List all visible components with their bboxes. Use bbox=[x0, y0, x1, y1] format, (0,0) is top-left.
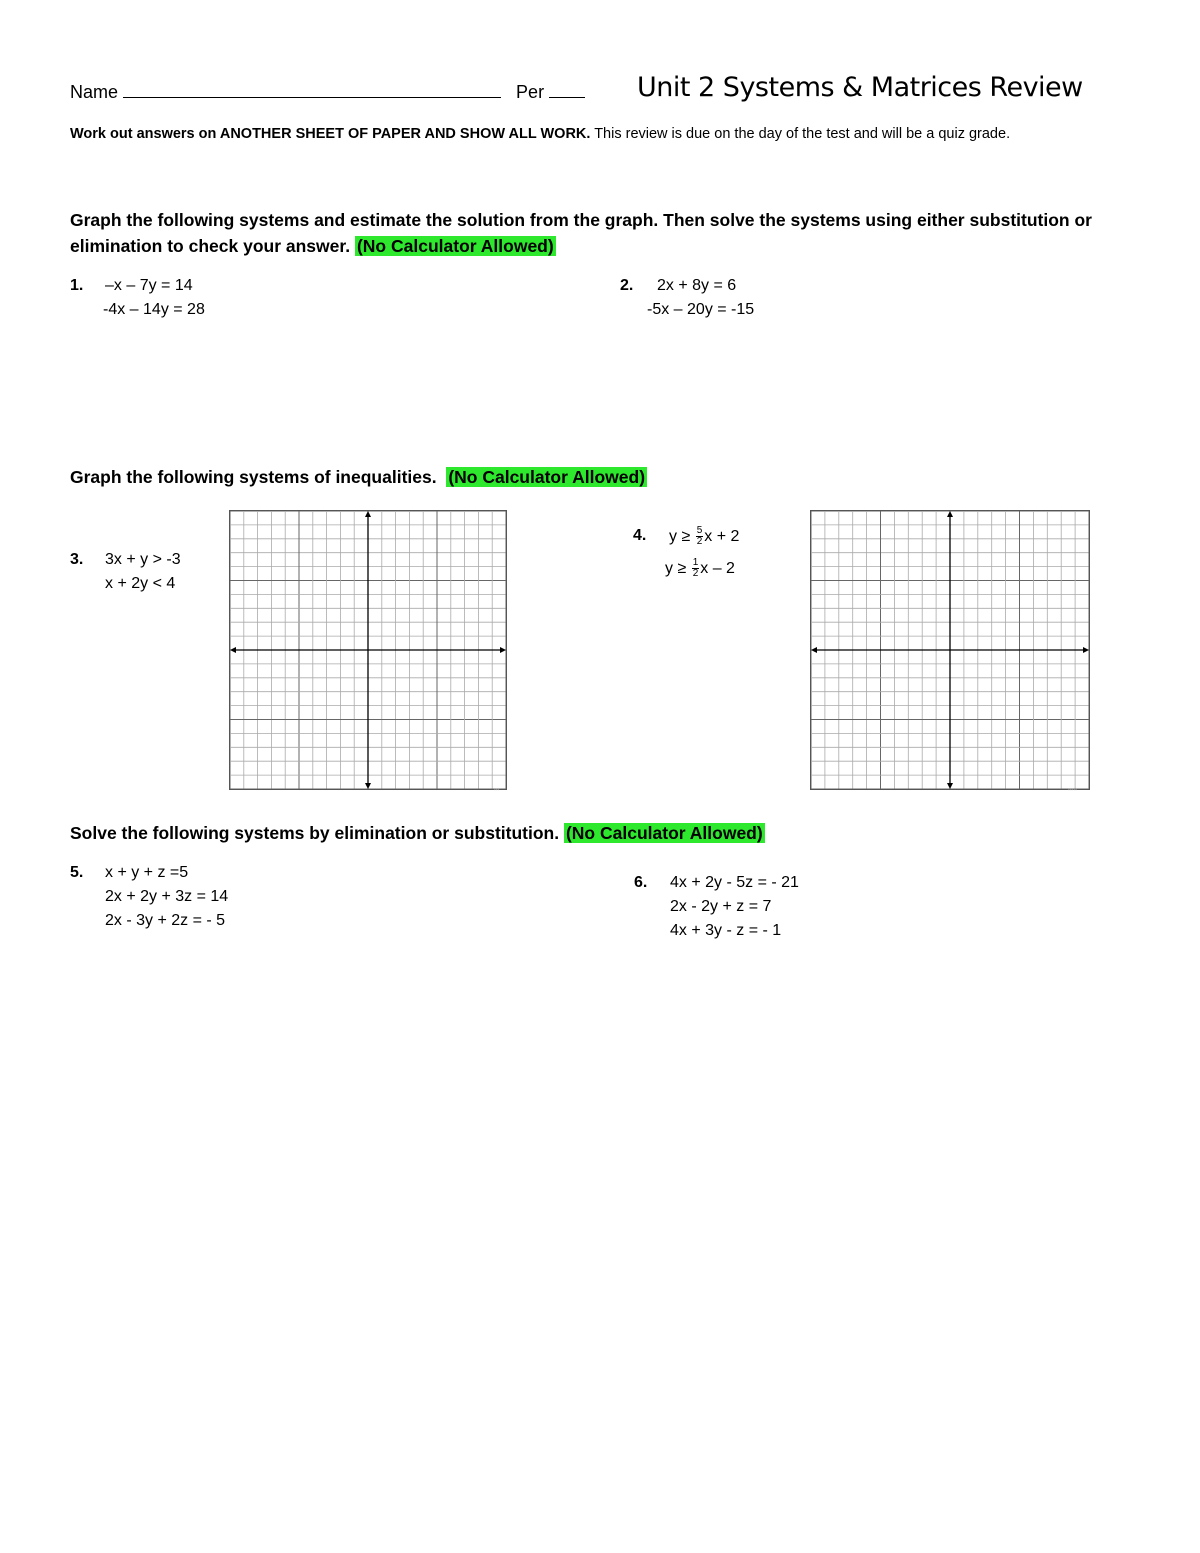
per-label: Per bbox=[516, 82, 545, 102]
name-blank[interactable] bbox=[123, 83, 501, 98]
fraction-five-halves: $\frac{5}{2}$ bbox=[696, 525, 703, 548]
problem-3-eq2: x + 2y < 4 bbox=[105, 575, 176, 592]
problem-2-eq1: 2x + 8y = 6 bbox=[657, 277, 737, 294]
problem-2-eq2: -5x – 20y = -15 bbox=[647, 301, 755, 318]
section2-text: Graph the following systems of inequalities. bbox=[70, 467, 437, 487]
section3-text: Solve the following systems by elimination or substitution. bbox=[70, 823, 560, 843]
problem-1-eq2: -4x – 14y = 28 bbox=[103, 301, 205, 318]
problem-6-equations bbox=[670, 871, 799, 943]
x-axis-arrow-right bbox=[500, 647, 506, 653]
problem-3-equations bbox=[105, 548, 181, 596]
x-axis-arrow-left bbox=[230, 647, 236, 653]
problem-1-eq1: –x – 7y = 14 bbox=[105, 277, 193, 294]
problem-6-eq1: 4x + 2y - 5z = - 21 bbox=[670, 874, 799, 891]
section1-heading bbox=[70, 207, 1130, 259]
problem-4-number: 4. bbox=[633, 527, 647, 544]
problem-4-eq2: y ≥ $\frac{1}{2}$ x – 2 bbox=[665, 557, 735, 580]
problem-5-eq2: 2x + 2y + 3z = 14 bbox=[105, 888, 229, 905]
grid-credit-left: ▪▪▪ bbox=[494, 787, 500, 793]
coordinate-grid-problem-4[interactable] bbox=[810, 510, 1090, 790]
section2-heading bbox=[70, 464, 647, 490]
instructions bbox=[70, 126, 1010, 142]
coordinate-grid-problem-3[interactable] bbox=[229, 510, 507, 790]
problem-1-number: 1. bbox=[70, 277, 84, 294]
problem-6-number: 6. bbox=[634, 874, 648, 891]
problem-6-eq2: 2x - 2y + z = 7 bbox=[670, 898, 772, 915]
no-calculator-badge-1: (No Calculator Allowed) bbox=[356, 236, 554, 256]
name-label: Name bbox=[70, 82, 119, 102]
y-axis-arrow-down bbox=[365, 783, 371, 789]
y-axis-arrow-up bbox=[365, 511, 371, 517]
name-line bbox=[70, 82, 585, 103]
problem-2-number: 2. bbox=[620, 277, 634, 294]
y-axis-arrow-up bbox=[947, 511, 953, 517]
problem-4-equations bbox=[665, 521, 739, 585]
problem-4-eq1: y ≥ $\frac{5}{2}$ x + 2 bbox=[669, 525, 740, 548]
no-calculator-badge-2: (No Calculator Allowed) bbox=[448, 467, 646, 487]
section1-line1: Graph the following systems and estimate the solution from the graph. Then solve the systems using either substitution or bbox=[70, 210, 1092, 230]
page-title: Unit 2 Systems & Matrices Review bbox=[637, 72, 1083, 103]
y-axis-arrow-down bbox=[947, 783, 953, 789]
fraction-one-half: $\frac{1}{2}$ bbox=[692, 557, 699, 580]
problem-5-equations bbox=[105, 861, 228, 933]
problem-3-number: 3. bbox=[70, 551, 84, 568]
x-axis-arrow-left bbox=[811, 647, 817, 653]
no-calculator-badge-3: (No Calculator Allowed) bbox=[565, 823, 763, 843]
section1-line2: elimination to check your answer. bbox=[70, 236, 351, 256]
instructions-bold: Work out answers on ANOTHER SHEET OF PAPER AND SHOW ALL WORK. bbox=[70, 126, 591, 142]
section3-heading bbox=[70, 820, 765, 846]
x-axis-arrow-right bbox=[1083, 647, 1089, 653]
problem-1-equations bbox=[103, 274, 205, 322]
problem-6-eq3: 4x + 3y - z = - 1 bbox=[670, 922, 782, 939]
per-blank[interactable] bbox=[549, 83, 585, 98]
problem-5-eq3: 2x - 3y + 2z = - 5 bbox=[105, 912, 226, 929]
problem-5-eq1: x + y + z =5 bbox=[105, 864, 189, 881]
problem-5-number: 5. bbox=[70, 864, 84, 881]
instructions-normal: This review is due on the day of the test and will be a quiz grade. bbox=[590, 126, 1011, 142]
problem-2-equations bbox=[647, 274, 754, 322]
problem-3-eq1: 3x + y > -3 bbox=[105, 551, 181, 568]
grid-credit-right: ▪▪▪▪▪ bbox=[1068, 787, 1077, 793]
